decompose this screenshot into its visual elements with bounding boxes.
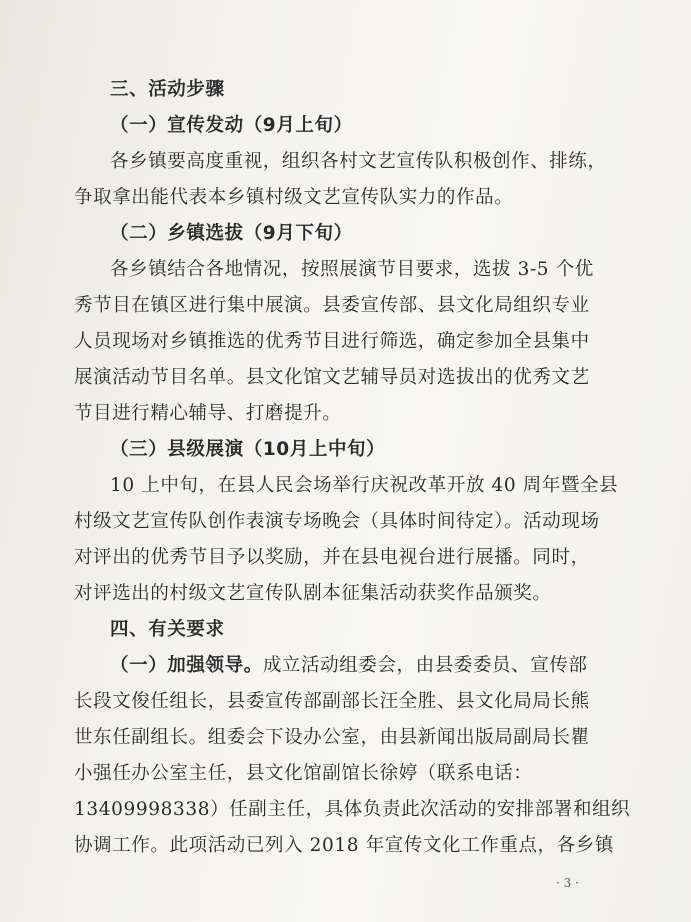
- subsection-first-line: [74, 650, 594, 682]
- paragraph-line: 10 上中旬，在县人民会场举行庆祝改革开放 40 周年暨全县: [110, 475, 619, 496]
- paragraph-line: 对评出的优秀节目予以奖励，并在县电视台进行展播。同时，: [74, 547, 590, 568]
- paragraph-line: 人员现场对乡镇推选的优秀节目进行筛选，确定参加全县集中: [74, 331, 590, 352]
- paragraph-line: 展演活动节目名单。县文化馆文艺辅导员对选拔出的优秀文艺: [74, 367, 590, 388]
- paragraph-line: 长段文俊任组长，县委宣传部副部长汪全胜、县文化局局长熊: [74, 691, 590, 712]
- section-heading-steps: 三、活动步骤: [110, 79, 225, 100]
- paragraph-line: 各乡镇结合各地情况，按照展演节目要求，选拔 3-5 个优: [110, 259, 594, 280]
- section-heading-requirements: 四、有关要求: [110, 619, 225, 640]
- paragraph-line: 小强任办公室主任，县文化馆副馆长徐婷（联系电话：: [74, 763, 533, 784]
- paragraph-line: 13409998338）任副主任，具体负责此次活动的安排部署和组织: [74, 799, 631, 820]
- paragraph-line: 争取拿出能代表本乡镇村级文艺宣传队实力的作品。: [74, 187, 514, 208]
- subsection-title-county-showcase: （三）县级展演（10月上中旬）: [110, 439, 386, 460]
- subsection-title-township-selection: （二）乡镇选拔（9月下旬）: [110, 223, 353, 244]
- paragraph-line: 秀节目在镇区进行集中展演。县委宣传部、县文化局组织专业: [74, 295, 590, 316]
- subsection-title-publicity: （一）宣传发动（9月上旬）: [110, 115, 353, 136]
- page-number: · 3 ·: [556, 876, 579, 890]
- paragraph-line: 村级文艺宣传队创作表演专场晚会（具体时间待定）。活动现场: [74, 511, 600, 532]
- paragraph-line: 节目进行精心辅导、打磨提升。: [74, 403, 342, 424]
- paragraph-line: 对评选出的村级文艺宣传队剧本征集活动获奖作品颁奖。: [74, 583, 552, 604]
- paragraph-line: 世东任副组长。组委会下设办公室，由县新闻出版局副局长瞿: [74, 727, 590, 748]
- paragraph-line: 各乡镇要高度重视，组织各村文艺宣传队积极创作、排练，: [110, 151, 607, 172]
- paragraph-run: 成立活动组委会，由县委委员、宣传部: [262, 655, 588, 676]
- paragraph-line: 协调工作。此项活动已列入 2018 年宣传文化工作重点，各乡镇: [74, 835, 614, 856]
- subsection-title-leadership: （一）加强领导。: [110, 655, 263, 676]
- document-body: [74, 74, 631, 862]
